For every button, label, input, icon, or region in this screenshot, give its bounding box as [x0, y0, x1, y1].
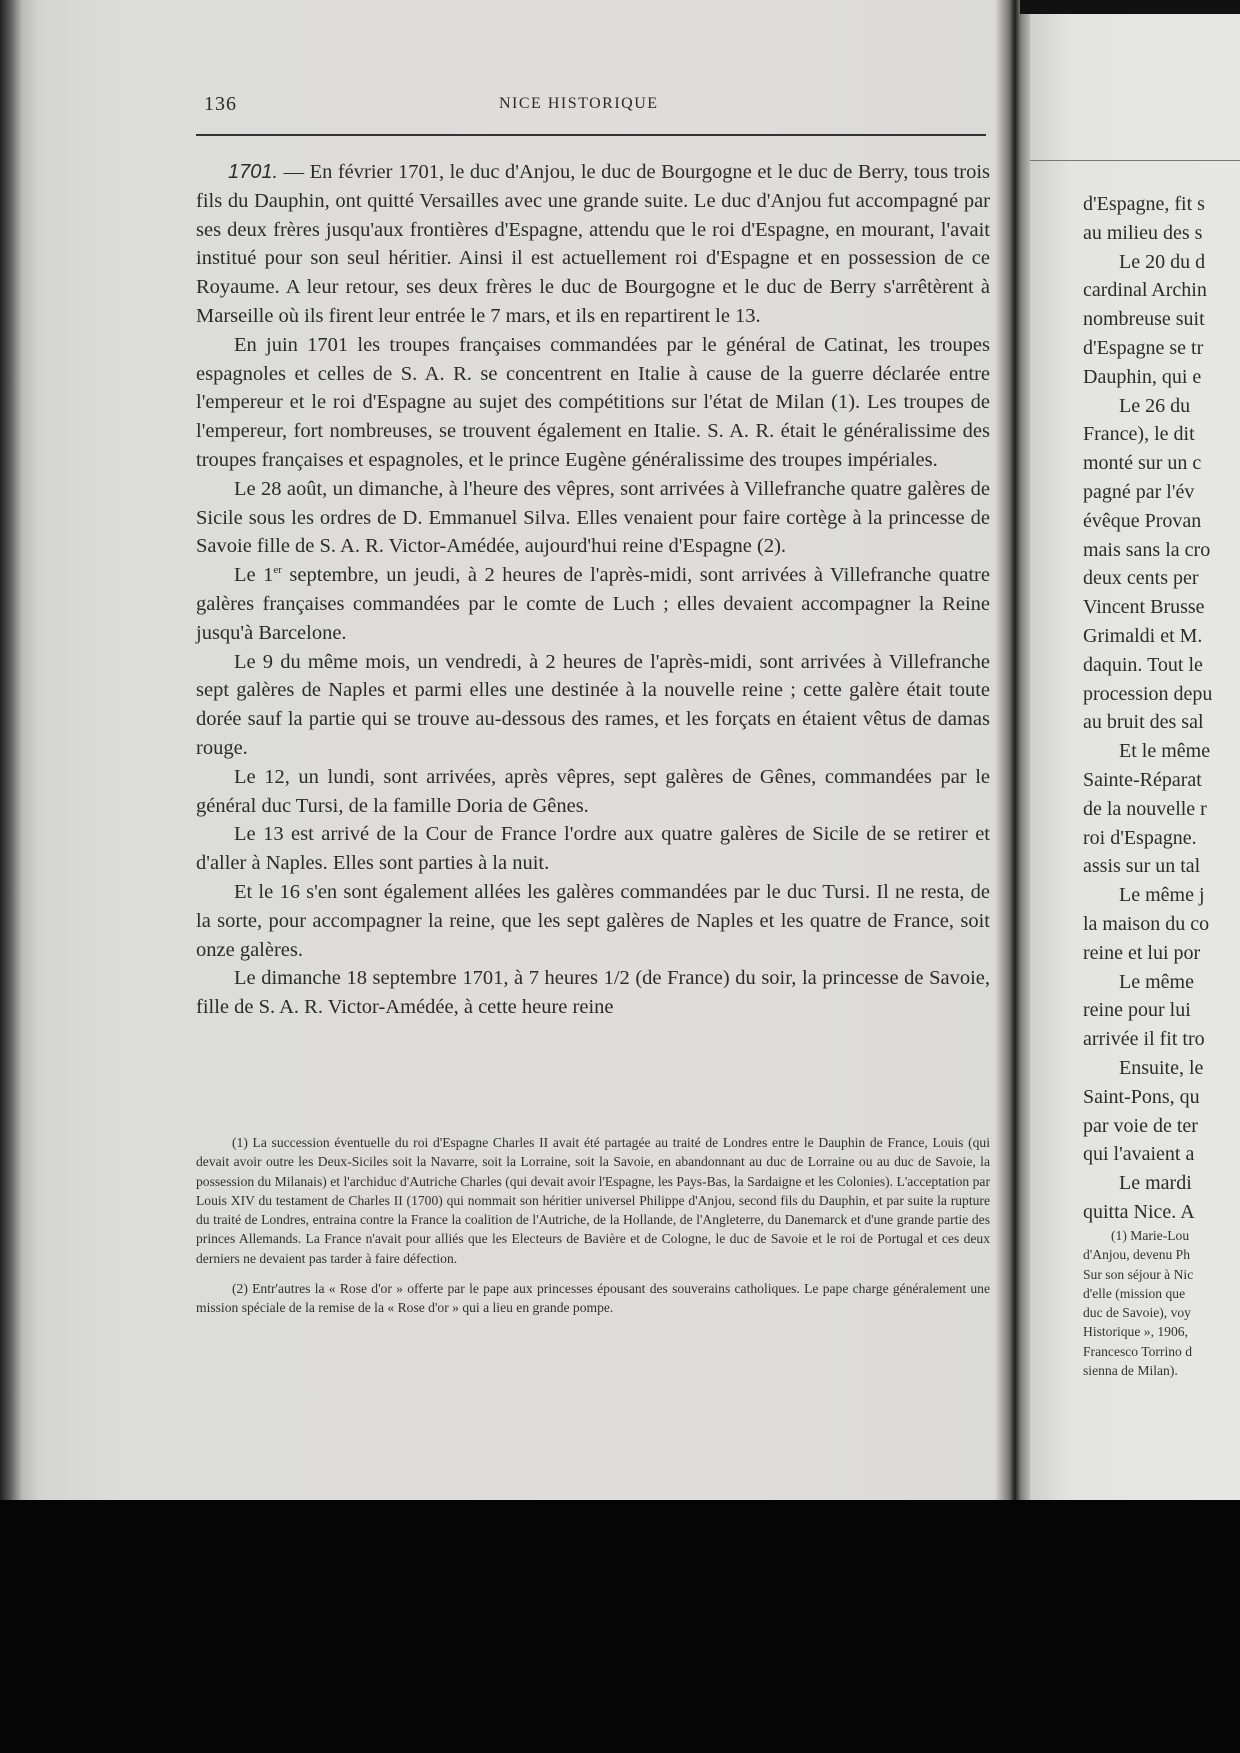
- superscript: er: [273, 564, 282, 577]
- paragraph: Le 13 est arrivé de la Cour de France l'ordre aux quatre galères de Sicile de se retirer et d'aller à Naples. Elles sont parties à la nuit.: [196, 823, 990, 875]
- right-page-footnotes: [1083, 1226, 1240, 1380]
- paragraph: En juin 1701 les troupes françaises commandées par le général de Catinat, les troupes espagnoles et celles de S. A. R. se concentrent en Italie à cause de la guerre déclarée entre l'empereur et le roi d'Espagne au sujet des compétitions sur l'état de Milan (1). Les troupes de l'empereur, fort nombreuses, se trouvent également en Italie. S. A. R. était le généralissime des troupes françaises et espagnoles, et le prince Eugène généralissime des troupes impériales.: [196, 333, 990, 471]
- right-footnote-line: duc de Savoie), voy: [1083, 1305, 1191, 1321]
- right-text-line: deux cents per: [1083, 567, 1199, 590]
- year-heading: 1701.: [228, 161, 279, 183]
- right-footnote-line: Sur son séjour à Nic: [1083, 1266, 1194, 1282]
- right-text-line: assis sur un tal: [1083, 855, 1201, 878]
- paragraph: [196, 158, 990, 331]
- paragraph: Le 9 du même mois, un vendredi, à 2 heures de l'après-midi, sont arrivées à Villefranche sept galères de Naples et parmi elles une destinée à la nouvelle reine ; cette galère était toute dorée sauf la partie qui se trouve au-dessous des rames, et les forçats en étaient vêtus de damas rouge.: [196, 650, 990, 759]
- right-text-line: arrivée il fit tro: [1083, 1028, 1205, 1051]
- right-page: [1030, 0, 1240, 1500]
- right-footnote-line: sienna de Milan).: [1083, 1363, 1178, 1379]
- right-text-line: Et le même: [1119, 740, 1211, 763]
- paragraph-text: — En février 1701, le duc d'Anjou, le duc de Bourgogne et le duc de Berry, tous trois fils du Dauphin, ont quitté Versailles avec une grande suite. Le duc d'Anjou fut accompagné par ses deux frères jusqu'aux frontières d'Espagne, attendu que le roi d'Espagne, en mourant, l'avait institué pour son seul héritier. Ainsi il est actuellement roi d'Espagne et en possession de ce Royaume. A leur retour, ses deux frères le duc de Bourgogne et le duc de Berry s'arrêtèrent à Marseille où ils firent leur entrée le 7 mars, et ils en repartirent le 13.: [196, 161, 990, 327]
- scan-background: [0, 1500, 1240, 1753]
- right-text-line: reine pour lui: [1083, 999, 1191, 1022]
- right-text-line: de la nouvelle r: [1083, 797, 1207, 820]
- journal-title: NICE HISTORIQUE: [499, 95, 659, 112]
- right-text-line: Le 20 du d: [1119, 250, 1206, 273]
- right-text-line: nombreuse suit: [1083, 308, 1205, 331]
- right-footnote-line: (1) Marie-Lou: [1111, 1228, 1190, 1243]
- right-text-line: au bruit des sal: [1083, 711, 1204, 734]
- right-page-text: [1083, 190, 1240, 1227]
- footnotes: [196, 1133, 990, 1329]
- right-text-line: la maison du co: [1083, 912, 1210, 935]
- paragraph: Et le 16 s'en sont également allées les galères commandées par le duc Tursi. Il ne resta, de la sorte, pour accompagner la reine, que les sept galères de Naples et les quatre de France, soit onze galères.: [196, 880, 990, 961]
- scan-edge: [1020, 0, 1240, 14]
- header-rule: [196, 134, 986, 136]
- right-text-line: roi d'Espagne.: [1083, 826, 1197, 849]
- right-footnote-line: Francesco Torrino d: [1083, 1343, 1193, 1359]
- footnote-2: (2) Entr'autres la « Rose d'or » offerte par le pape aux princesses épousant des souverains catholiques. Le pape charge généralement une mission spéciale de la remise de la « Rose d'or » qui a lieu en grande pompe.: [196, 1281, 990, 1316]
- right-text-line: Sainte-Réparat: [1083, 768, 1202, 791]
- right-text-line: au milieu des s: [1083, 221, 1203, 244]
- right-text-line: cardinal Archin: [1083, 279, 1207, 302]
- body-text: [196, 158, 990, 1022]
- right-text-line: pagné par l'év: [1083, 480, 1195, 503]
- paragraph: [196, 561, 990, 647]
- right-text-line: d'Espagne se tr: [1083, 336, 1204, 359]
- right-text-line: monté sur un c: [1083, 452, 1202, 475]
- right-footnote-line: d'elle (mission que: [1083, 1285, 1186, 1301]
- right-text-line: par voie de ter: [1083, 1114, 1198, 1137]
- right-text-line: daquin. Tout le: [1083, 653, 1203, 676]
- right-text-line: France), le dit: [1083, 423, 1195, 446]
- right-text-line: Ensuite, le: [1119, 1056, 1204, 1079]
- right-text-line: mais sans la cro: [1083, 538, 1211, 561]
- right-header-rule: [1030, 160, 1240, 161]
- footnote-1: (1) La succession éventuelle du roi d'Espagne Charles II avait été partagée au traité de Londres entre le Dauphin de France, Louis (qui devait avoir outre les Deux-Siciles soit la Navarre, soit la Lorraine, soit la Savoie, en abandonnant au duc de Lorraine ou au duc de Savoie, la possession du Milanais) et l'archiduc d'Autriche Charles (qui devait avoir l'Espagne, les Pays-Bas, la Sardaigne et les Colonies). L'acceptation par Louis XIV du testament de Charles II (1700) qui nommait son héritier universel Philippe d'Anjou, second fils du Dauphin, et par suite la rupture du traité de Londres, entraina contre la France la coalition de l'Autriche, de la Hollande, de l'Angleterre, du Danemarck et d'une grande partie des princes Allemands. La France n'avait pour alliés que les Electeurs de Bavière et de Cologne, le duc de Savoie et le roi de Portugal et ces deux derniers ne devaient pas tarder à faire défection.: [196, 1135, 990, 1266]
- right-text-line: Grimaldi et M.: [1083, 624, 1203, 647]
- right-text-line: Vincent Brusse: [1083, 596, 1205, 619]
- right-text-line: Saint-Pons, qu: [1083, 1085, 1200, 1108]
- right-text-line: Le mardi: [1119, 1172, 1192, 1195]
- right-text-line: évêque Provan: [1083, 509, 1202, 532]
- page-number: 136: [204, 93, 237, 115]
- paragraph: Le 28 août, un dimanche, à l'heure des vêpres, sont arrivées à Villefranche quatre galères de Sicile sous les ordres de D. Emmanuel Silva. Elles venaient pour faire cortège à la princesse de Savoie fille de S. A. R. Victor-Amédée, aujourd'hui reine d'Espagne (2).: [196, 477, 990, 558]
- right-footnote-line: Historique », 1906,: [1083, 1324, 1188, 1340]
- right-text-line: qui l'avaient a: [1083, 1143, 1195, 1166]
- right-footnote-line: d'Anjou, devenu Ph: [1083, 1247, 1191, 1263]
- right-text-line: Le même: [1119, 970, 1194, 993]
- right-text-line: reine et lui por: [1083, 941, 1201, 964]
- right-text-line: procession depu: [1083, 682, 1213, 705]
- running-head: [196, 93, 996, 123]
- right-text-line: Le même j: [1119, 884, 1205, 907]
- paragraph: Le dimanche 18 septembre 1701, à 7 heures 1/2 (de France) du soir, la princesse de Savoie, fille de S. A. R. Victor-Amédée, à cette heure reine: [196, 967, 990, 1019]
- paragraph-text: septembre, un jeudi, à 2 heures de l'après-midi, sont arrivées à Villefranche quatre galères françaises commandées par le comte de Luch ; elles devaient accompagner la Reine jusqu'à Barcelone.: [196, 564, 990, 644]
- right-text-line: quitta Nice. A: [1083, 1200, 1195, 1223]
- right-text-line: Le 26 du: [1119, 394, 1191, 417]
- paragraph-text: Le 1: [234, 564, 274, 587]
- paragraph: Le 12, un lundi, sont arrivées, après vêpres, sept galères de Gênes, commandées par le général duc Tursi, de la famille Doria de Gênes.: [196, 765, 990, 817]
- right-text-line: Dauphin, qui e: [1083, 365, 1202, 388]
- right-text-line: d'Espagne, fit s: [1083, 193, 1205, 215]
- book-gutter: [995, 0, 1035, 1500]
